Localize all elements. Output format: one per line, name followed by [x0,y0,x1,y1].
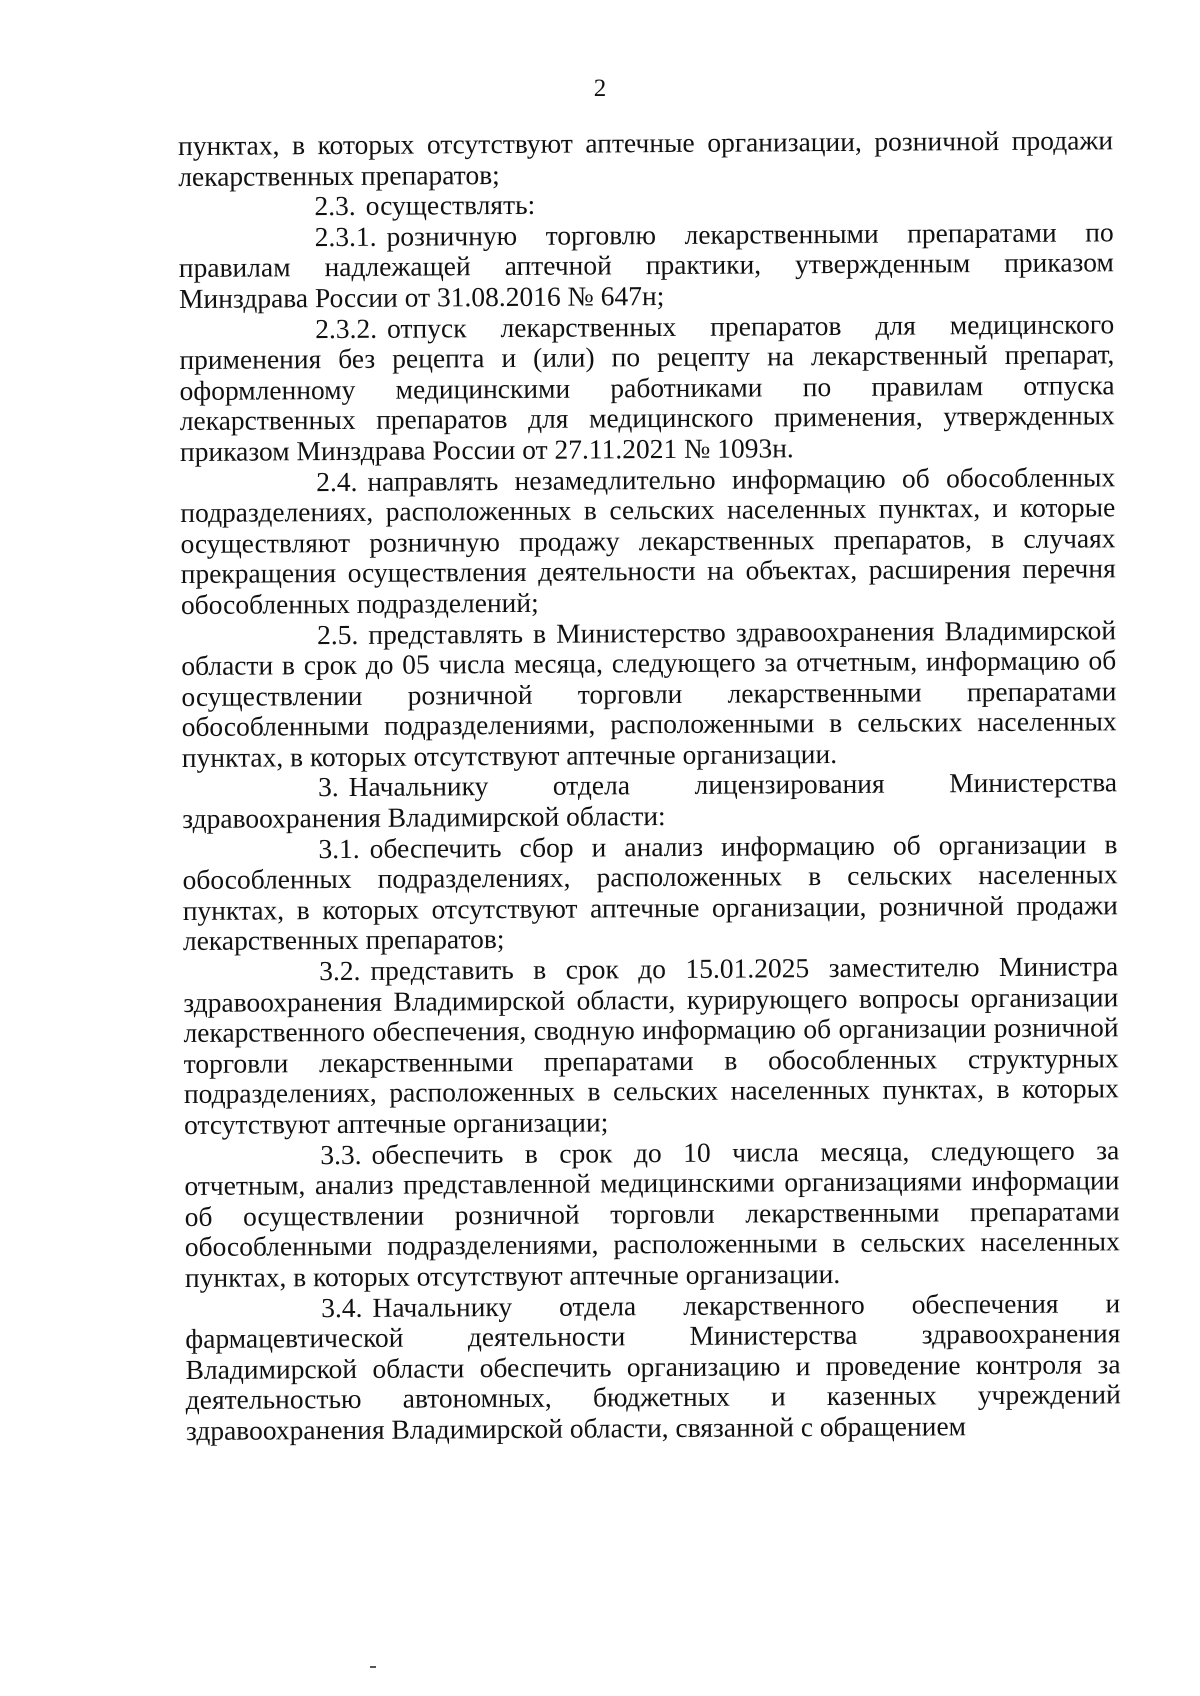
clause-number: 2.3.2. [315,312,378,344]
clause-number: 3.3. [320,1138,362,1170]
paragraph-3-1 [182,829,1118,957]
paragraph-text: отпуск лекарственных препаратов для медицинского применения без рецепта и (или) по рецепту на лекарственный препарат, оформленному медицинскими работниками по правилам отпуска лекарственных препаратов для медицинского применения, утвержденных приказом Минздрава России от 27.11.2021 № 1093н. [179,307,1115,467]
paragraph-text: осуществлять: [365,189,536,222]
paragraph-text: представлять в Министерство здравоохранения Владимирской области в срок до 05 числа месяца, следующего за отчетным, информацию об осуществлении розничной торговли лекарственными препаратами обособленными подразделениями, расположенными в сельских населенных пунктах, в которых отсутствуют аптечные организации. [181,613,1117,773]
clause-number: 2.4. [316,465,358,497]
clause-number: 3.2. [319,954,361,987]
paragraph-text: представить в срок до 15.01.2025 заместителю Министра здравоохранения Владимирской области, курирующего вопросы организации лекарственного обеспечения, сводную информацию об организации розничной торговли лекарственными препаратами в обособленных структурных подразделениях, расположенных в сельских населенных пунктах, в которых отсутствуют аптечные организации; [183,950,1119,1140]
scan-speck [370,1666,376,1668]
clause-number: 3. [317,771,339,803]
paragraph-text: Начальнику отдела лекарственного обеспечения и фармацевтической деятельности Министерства здравоохранения Владимирской области обеспечить организацию и проведение контроля за деятельностью автономных, бюджетных и казенных учреждений здравоохранения Владимирской области, связанной с обращением [185,1286,1121,1446]
paragraph-3-3 [184,1135,1120,1294]
page-number: 2 [593,75,607,102]
clause-number: 2.5. [316,618,359,650]
paragraph-3-2 [183,951,1119,1140]
document-body [178,125,1121,1446]
paragraph-2-3-1 [179,217,1115,314]
paragraph-text: обеспечить сбор и анализ информацию об организации в обособленных подразделениях, расположенных в сельских населенных пунктах, в которых отсутствуют аптечные организации, розничной продажи лекарственных препаратов; [182,827,1118,957]
paragraph-text: розничную торговлю лекарственными препаратами по правилам надлежащей аптечной практики, утвержденным приказом Минздрава России от 31.08.2016 № 647н; [178,216,1114,314]
paragraph-continuation [178,125,1113,192]
paragraph-text: направлять незамедлительно информацию об обособленных подразделениях, расположенных в сельских населенных пунктах, и которые осуществляют розничную продажу лекарственных препаратов, в случаях прекращения осуществления деятельности на объектах, расширения перечня обособленных подразделений; [180,460,1116,620]
clause-number: 3.4. [321,1291,363,1323]
clause-number: 2.3. [314,190,356,222]
clause-number: 2.3.1. [314,220,377,252]
paragraph-2-4 [180,462,1116,621]
paragraph-2-3-2 [179,309,1115,468]
paragraph-3 [182,768,1117,835]
paragraph-3-4 [185,1288,1121,1447]
clause-number: 3.1. [318,832,360,864]
paragraph-text: обеспечить в срок до 10 числа месяца, следующего за отчетным, анализ представленной медицинскими организациями информации об осуществлении розничной торговли лекарственными препаратами обособленными подразделениями, расположенными в сельских населенных пунктах, в которых отсутствуют аптечные организации. [184,1133,1120,1293]
paragraph-2-5 [181,615,1117,774]
paragraph-text: пунктах, в которых отсутствуют аптечные организации, розничной продажи лекарственных препаратов; [177,124,1114,192]
paragraph-text: Начальнику отдела лицензирования Министерства здравоохранения Владимирской области: [182,766,1118,835]
